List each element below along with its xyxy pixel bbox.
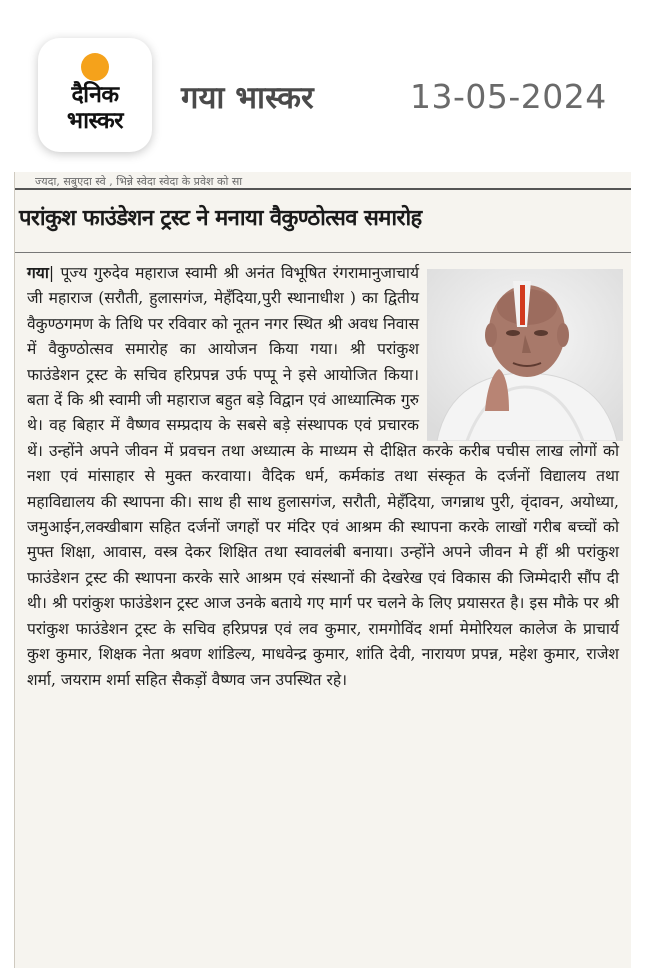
edition-date: 13-05-2024 — [410, 77, 607, 116]
article-body-text: पूज्य गुरुदेव महाराज स्वामी श्री अनंत विभूषित रंगरामानुजाचार्य जी महाराज (सरौती, हुलासगंज, मेहँदिया,पुरी स्थानाधीश ) का द्वितीय वैकुण्ठगमण के तिथि पर रविवार को नूतन नगर स्थित श्री अवध निवास में वैकुण्ठोत्सव समारोह का आयोजन किया गया। श्री परांकुश फाउंडेशन ट्रस्ट के सचिव हरिप्रपन्न उर्फ पप्पू ने इसे आयोजित किया। बता दें कि श्री स्वामी जी महाराज बहुत बड़े विद्वान एवं आध्यात्मिक गुरु थे। वह बिहार में वैष्णव सम्प्रदाय के सबसे बड़े संस्थापक एवं प्रचारक थें। उन्होंने अपने जीवन में प्रवचन तथा अध्यात्म के माध्यम से दीक्षित करके करीब पचीस लाख लोगों को नशा एवं मांसाहार से मुक्त करवाया। वैदिक धर्म, कर्मकांड तथा संस्कृत के दर्जनों विद्यालय तथा महाविद्यालय की स्थापना की। साथ ही साथ हुलासगंज, सरौती, मेहँदिया, जगन्नाथ पुरी, वृंदावन, अयोध्या, जमुआईन,लक्खीबाग सहित दर्जनों जगहों पर मंदिर एवं आश्रम की स्थापना करके लाखों गरीब बच्चों को मुफ्त शिक्षा, आवास, वस्त्र देकर शिक्षित तथा स्वावलंबी बनाया। उन्होंने अपने जीवन मे हीं श्री परांकुश फाउंडेशन ट्रस्ट की स्थापना करके सारे आश्रम एवं संस्थानों की देखरेख एवं विकास की जिम्मेदारी सौंप दी थी। श्री परांकुश फाउंडेशन ट्रस्ट आज उनके बताये गए मार्ग पर चलने के लिए प्रयासरत है। इस मौके पर श्री परांकुश फाउंडेशन ट्रस्ट के सचिव हरिप्रपन्न एवं लव कुमार, रामगोविंद शर्मा मेमोरियल कालेज के प्राचार्य कुश कुमार, शिक्षक नेता श्रवण शांडिल्य, माधवेन्द्र कुमार, शांति देवी, नारायण प्रपन्न, महेश कुमार, राजेश शर्मा, जयराम शर्मा सहित सैकड़ों वैष्णव जन उपस्थित रहे। — [27, 264, 619, 689]
logo-text-line1: दैनिक — [71, 82, 119, 108]
app-header — [0, 0, 654, 165]
sun-icon — [81, 53, 109, 81]
newspaper-clipping — [14, 172, 631, 968]
photo-spacer — [419, 260, 619, 432]
cut-off-previous-text: ज्यदा, सबुएदा स्वे , भिन्ने स्वेदा स्वेदा के प्रवेश को सा — [35, 175, 243, 188]
headline-divider — [15, 252, 631, 253]
top-divider — [15, 188, 631, 190]
edition-title: गया भास्कर — [181, 80, 314, 116]
article-body — [27, 260, 619, 693]
dateline: गया — [27, 263, 49, 282]
dainik-bhaskar-logo[interactable] — [38, 38, 152, 152]
dateline-separator: | — [48, 264, 61, 282]
article-headline: परांकुश फाउंडेशन ट्रस्ट ने मनाया वैकुण्ठोत्सव समारोह — [19, 206, 422, 231]
logo-text-line2: भास्कर — [66, 108, 124, 134]
